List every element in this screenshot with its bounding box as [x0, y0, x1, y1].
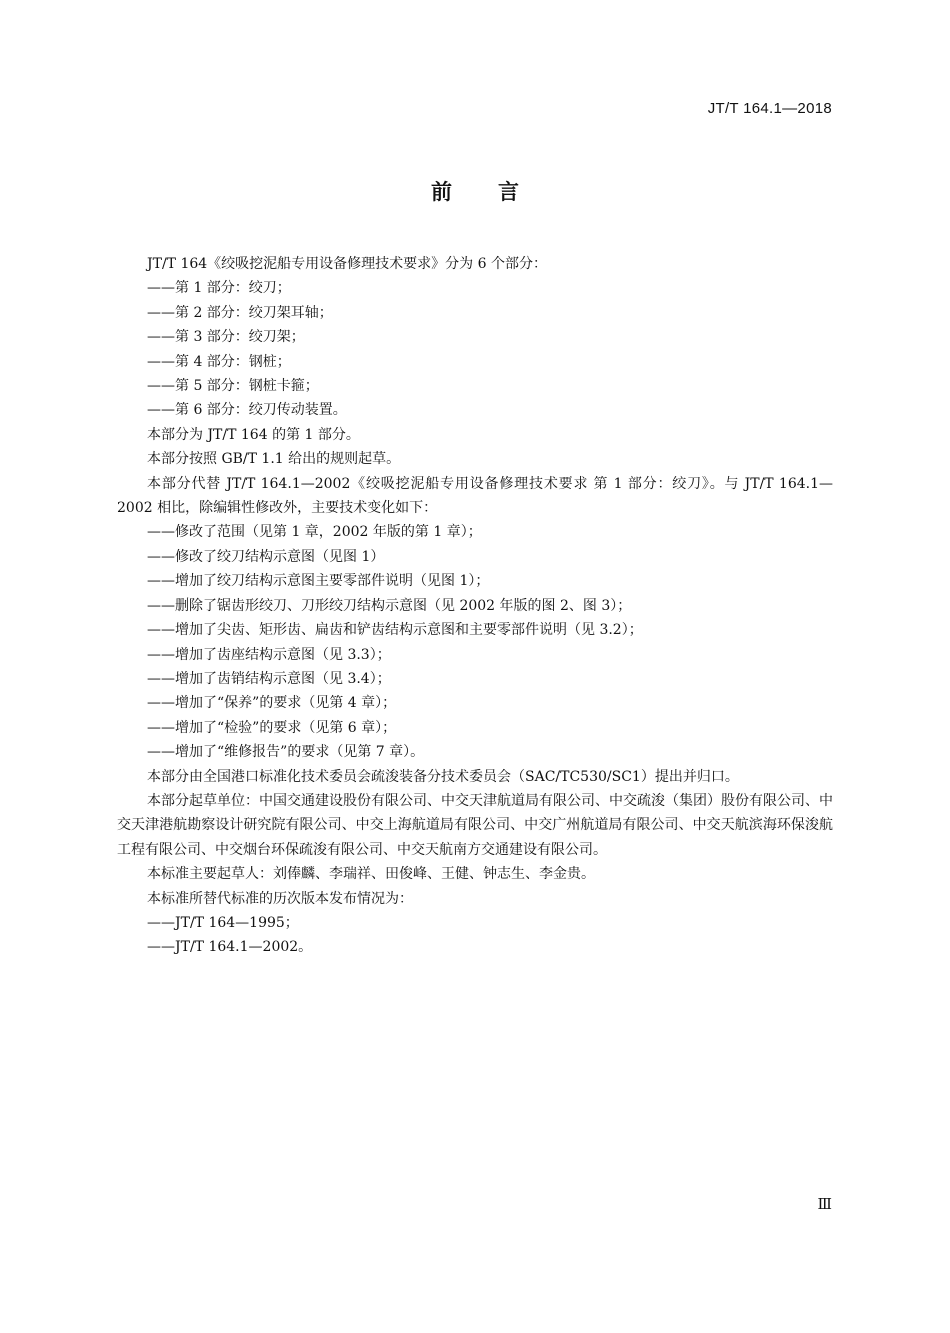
proposed-by-paragraph: 本部分由全国港口标准化技术委员会疏浚装备分技术委员会（SAC/TC530/SC1）提出并归口。 — [147, 768, 739, 785]
list-item: ——删除了锯齿形绞刀、刀形绞刀结构示意图（见 2002 年版的图 2、图 3）； — [147, 597, 632, 614]
list-item: ——增加了“检验”的要求（见第 6 章）； — [147, 719, 397, 736]
foreword-body — [117, 252, 833, 960]
standard-code: JT/T 164.1—2018 — [707, 100, 832, 117]
history-list — [117, 911, 833, 960]
list-item: ——第 3 部分：绞刀架； — [147, 329, 305, 346]
intro-paragraph: JT/T 164《绞吸挖泥船专用设备修理技术要求》分为 6 个部分： — [147, 256, 547, 272]
drafting-rule-paragraph: 本部分按照 GB/T 1.1 给出的规则起草。 — [147, 451, 401, 468]
list-item: ——第 5 部分：钢桩卡箍； — [147, 378, 319, 395]
list-item: ——增加了齿销结构示意图（见 3.4）； — [147, 670, 391, 687]
drafters-paragraph: 本标准主要起草人：刘俸麟、李瑞祥、田俊峰、王健、钟志生、李金贵。 — [147, 866, 595, 883]
list-item: ——增加了尖齿、矩形齿、扁齿和铲齿结构示意图和主要零部件说明（见 3.2）； — [147, 622, 643, 639]
list-item: ——增加了“维修报告”的要求（见第 7 章）。 — [147, 744, 425, 761]
changes-list — [117, 520, 833, 764]
this-part-paragraph: 本部分为 JT/T 164 的第 1 部分。 — [147, 426, 360, 443]
list-item: ——增加了“保养”的要求（见第 4 章）； — [147, 695, 397, 712]
list-item: ——增加了绞刀结构示意图主要零部件说明（见图 1）； — [147, 573, 490, 590]
replaces-paragraph: 本部分代替 JT/T 164.1—2002《绞吸挖泥船专用设备修理技术要求 第 1 部分：绞刀》。与 JT/T 164.1—2002 相比，除编辑性修改外，主要技术变化如下： — [117, 475, 833, 517]
list-item: ——第 6 部分：绞刀传动装置。 — [147, 402, 347, 419]
list-item: ——第 2 部分：绞刀架耳轴； — [147, 304, 333, 321]
list-item: ——JT/T 164.1—2002。 — [147, 939, 313, 956]
page-title: 前言 — [431, 180, 565, 204]
parts-list — [117, 276, 833, 422]
drafting-units-paragraph: 本部分起草单位：中国交通建设股份有限公司、中交天津航道局有限公司、中交疏浚（集团）股份有限公司、中交天津港航勘察设计研究院有限公司、中交上海航道局有限公司、中交广州航道局有限公司、中交天航滨海环保浚航工程有限公司、中交烟台环保疏浚有限公司、中交天航南方交通建设有限公司。 — [117, 792, 833, 858]
history-intro-paragraph: 本标准所替代标准的历次版本发布情况为： — [147, 890, 413, 907]
list-item: ——修改了范围（见第 1 章，2002 年版的第 1 章）； — [147, 524, 482, 541]
list-item: ——修改了绞刀结构示意图（见图 1） — [147, 548, 385, 565]
page-number: Ⅲ — [817, 1195, 832, 1213]
list-item: ——JT/T 164—1995； — [147, 914, 299, 931]
list-item: ——第 4 部分：钢桩； — [147, 353, 291, 370]
list-item: ——增加了齿座结构示意图（见 3.3）； — [147, 646, 391, 663]
list-item: ——第 1 部分：绞刀； — [147, 280, 291, 297]
